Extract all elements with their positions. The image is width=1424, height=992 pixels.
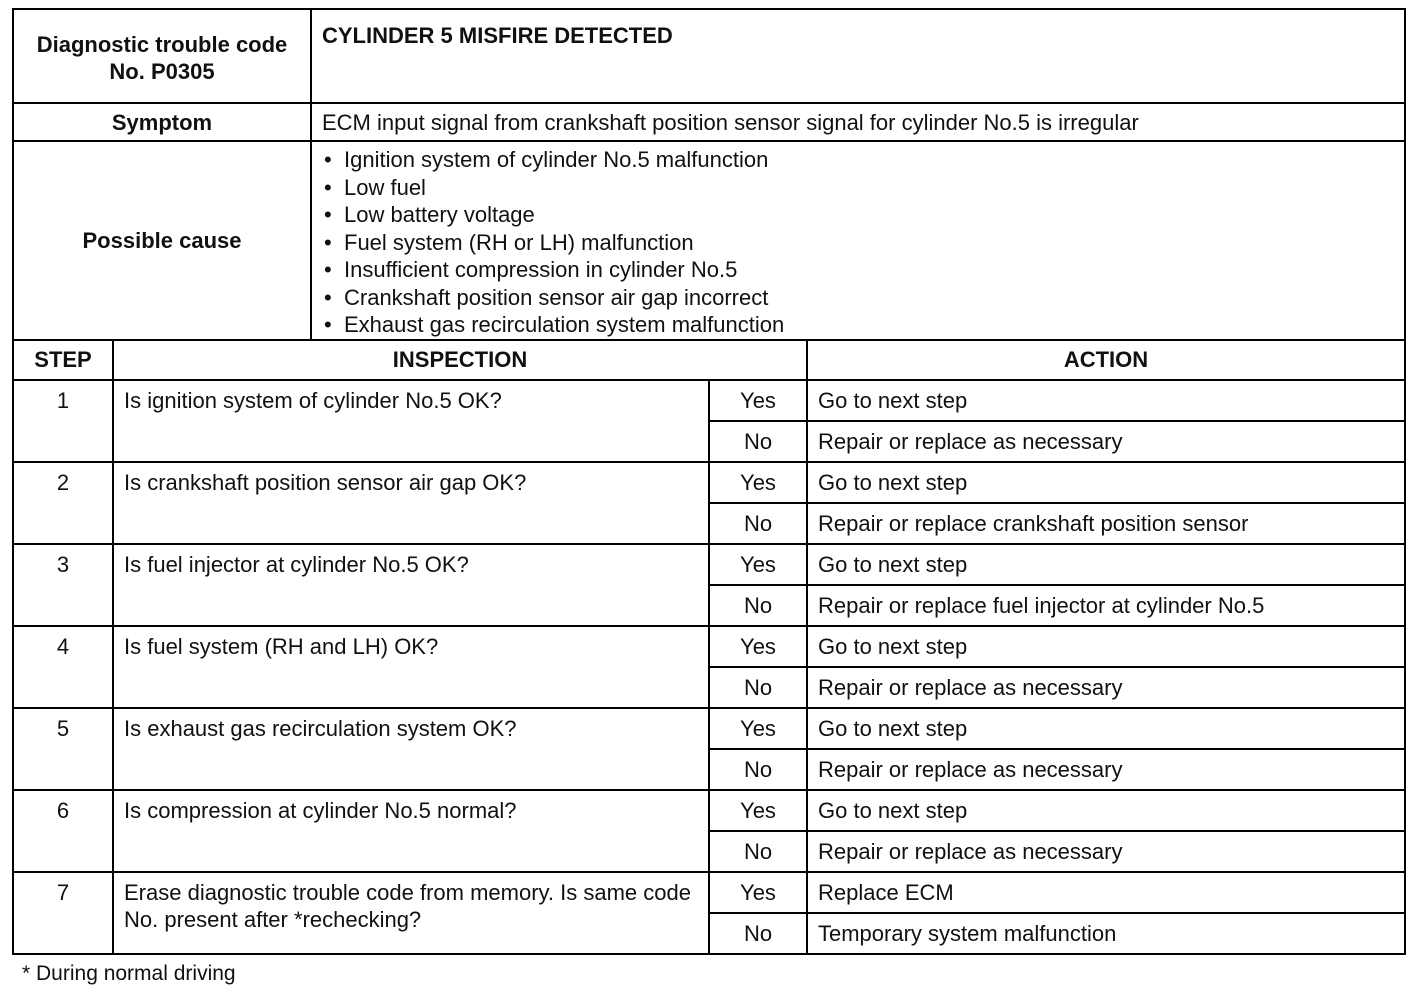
no-action: Repair or replace as necessary xyxy=(807,749,1405,790)
step-number: 7 xyxy=(13,872,113,954)
no-action: Repair or replace as necessary xyxy=(807,667,1405,708)
step-number: 6 xyxy=(13,790,113,872)
no-action: Repair or replace as necessary xyxy=(807,831,1405,872)
no-label: No xyxy=(709,667,807,708)
no-label: No xyxy=(709,421,807,462)
yes-label: Yes xyxy=(709,462,807,503)
yes-action: Go to next step xyxy=(807,544,1405,585)
step-number: 1 xyxy=(13,380,113,462)
no-action: Temporary system malfunction xyxy=(807,913,1405,954)
header-row xyxy=(13,9,1405,103)
step-row-yes xyxy=(13,462,1405,503)
yes-action: Go to next step xyxy=(807,380,1405,421)
yes-action: Go to next step xyxy=(807,626,1405,667)
trouble-code-label: Diagnostic trouble code No. P0305 xyxy=(13,9,311,103)
yes-label: Yes xyxy=(709,380,807,421)
yes-label: Yes xyxy=(709,544,807,585)
diagnostic-sheet xyxy=(12,8,1404,985)
possible-cause-label: Possible cause xyxy=(13,141,311,340)
cause-item: • Low fuel xyxy=(322,174,1394,202)
cause-item: • Crankshaft position sensor air gap incorrect xyxy=(322,284,1394,312)
diagnostic-table xyxy=(12,8,1406,955)
step-row-yes xyxy=(13,872,1405,913)
yes-action: Go to next step xyxy=(807,790,1405,831)
cause-item: • Exhaust gas recirculation system malfunction xyxy=(322,311,1394,339)
yes-action: Replace ECM xyxy=(807,872,1405,913)
possible-cause-cell xyxy=(311,141,1405,340)
symptom-text: ECM input signal from crankshaft position sensor signal for cylinder No.5 is irregular xyxy=(311,103,1405,141)
trouble-code-title: CYLINDER 5 MISFIRE DETECTED xyxy=(311,9,1405,103)
yes-action: Go to next step xyxy=(807,462,1405,503)
cause-item: • Low battery voltage xyxy=(322,201,1394,229)
step-inspection: Is fuel system (RH and LH) OK? xyxy=(113,626,709,708)
step-row-yes xyxy=(13,380,1405,421)
step-inspection: Is crankshaft position sensor air gap OK? xyxy=(113,462,709,544)
no-label: No xyxy=(709,503,807,544)
no-action: Repair or replace fuel injector at cylinder No.5 xyxy=(807,585,1405,626)
no-label: No xyxy=(709,913,807,954)
step-number: 5 xyxy=(13,708,113,790)
cause-item: • Ignition system of cylinder No.5 malfunction xyxy=(322,146,1394,174)
step-inspection: Is fuel injector at cylinder No.5 OK? xyxy=(113,544,709,626)
yes-label: Yes xyxy=(709,872,807,913)
step-inspection: Is exhaust gas recirculation system OK? xyxy=(113,708,709,790)
step-number: 4 xyxy=(13,626,113,708)
step-row-yes xyxy=(13,708,1405,749)
step-inspection: Is ignition system of cylinder No.5 OK? xyxy=(113,380,709,462)
inspection-column-header: INSPECTION xyxy=(113,340,807,380)
no-label: No xyxy=(709,831,807,872)
action-column-header: ACTION xyxy=(807,340,1405,380)
symptom-row xyxy=(13,103,1405,141)
cause-item: • Insufficient compression in cylinder No.5 xyxy=(322,256,1394,284)
step-row-yes xyxy=(13,544,1405,585)
yes-label: Yes xyxy=(709,626,807,667)
possible-cause-list xyxy=(322,146,1394,339)
step-number: 2 xyxy=(13,462,113,544)
step-inspection: Erase diagnostic trouble code from memory. Is same code No. present after *rechecking? xyxy=(113,872,709,954)
step-inspection: Is compression at cylinder No.5 normal? xyxy=(113,790,709,872)
no-action: Repair or replace crankshaft position sensor xyxy=(807,503,1405,544)
no-label: No xyxy=(709,749,807,790)
column-header-row xyxy=(13,340,1405,380)
step-column-header: STEP xyxy=(13,340,113,380)
step-row-yes xyxy=(13,790,1405,831)
footnote: * During normal driving xyxy=(22,962,236,985)
no-action: Repair or replace as necessary xyxy=(807,421,1405,462)
step-number: 3 xyxy=(13,544,113,626)
possible-cause-row xyxy=(13,141,1405,340)
yes-action: Go to next step xyxy=(807,708,1405,749)
step-row-yes xyxy=(13,626,1405,667)
cause-item: • Fuel system (RH or LH) malfunction xyxy=(322,229,1394,257)
yes-label: Yes xyxy=(709,708,807,749)
yes-label: Yes xyxy=(709,790,807,831)
no-label: No xyxy=(709,585,807,626)
symptom-label: Symptom xyxy=(13,103,311,141)
